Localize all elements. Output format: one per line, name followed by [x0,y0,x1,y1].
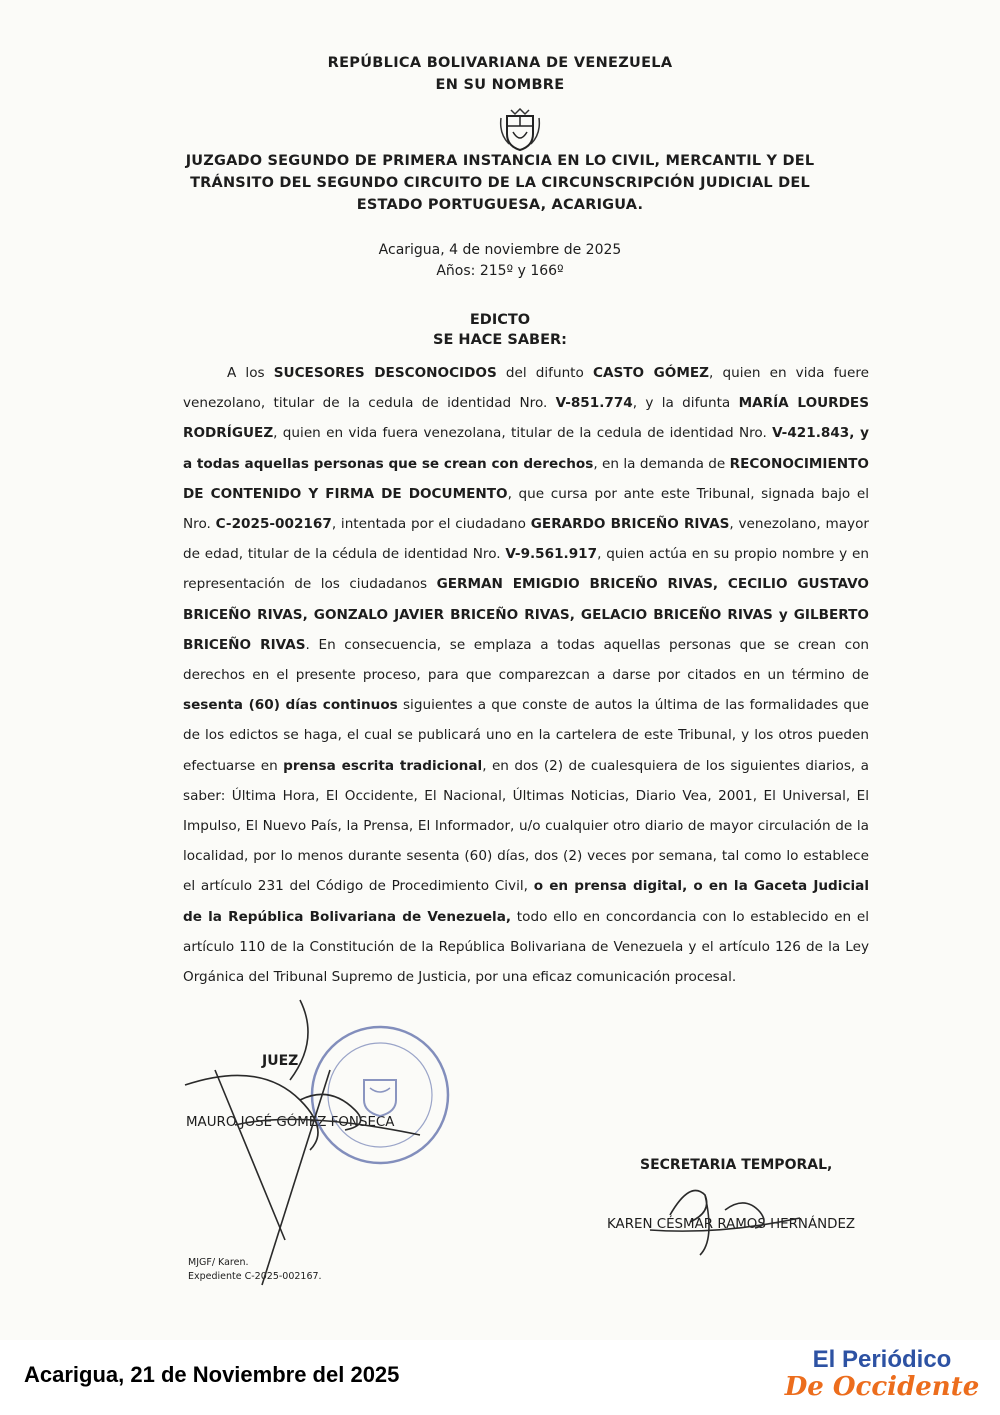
bold-run: V-9.561.917 [505,546,598,563]
edict-body [183,358,869,992]
bold-run: V-851.774 [555,395,633,412]
newspaper-logo-line2: De Occidente [784,1372,980,1402]
text-run: , en dos (2) de cualesquiera de los siguientes diarios, a saber: Última Hora, El Occidente, El Nacional, Últimas Noticias, Diario Vea, 2001, El Universal, El Impulso, El Nuevo País, la Prensa, El Informador, u/o cualquier otro diario de mayor circulación de la localidad, por lo menos durante sesenta (60) días, dos (2) veces por semana, tal como lo establece el artículo 231 del Código de Procedimiento Civil, [183,757,870,895]
bold-run: CASTO GÓMEZ [592,365,710,381]
footnote [188,1256,322,1284]
court-line-2: TRÁNSITO DEL SEGUNDO CIRCUITO DE LA CIRCUNSCRIPCIÓN JUDICIAL DEL [190,175,810,191]
judge-name: MAURO JOSÉ GÓMEZ FONSECA [186,1115,395,1130]
text-run: , quien actúa en su propio nombre y en representación de los ciudadanos [183,546,869,593]
edicto-heading [0,310,1000,350]
se-hace-saber: SE HACE SABER: [433,332,567,348]
court-line-1: JUZGADO SEGUNDO DE PRIMERA INSTANCIA EN LO CIVIL, MERCANTIL Y DEL [185,153,815,169]
bold-run: V-421.843, y a todas aquellas personas que se crean con derechos [183,425,869,472]
edict-paragraph [183,358,869,992]
bold-run: sesenta (60) días continuos [183,697,398,714]
text-run: , que cursa por ante este Tribunal, signada bajo el Nro. [183,485,870,533]
text-run: del difunto [496,365,593,381]
text-run: , en la demanda de [593,455,730,472]
bold-run: SUCESORES DESCONOCIDOS [273,365,497,381]
en-su-nombre: EN SU NOMBRE [435,77,565,93]
text-run: A los [227,365,274,381]
text-run: todo ello en concordancia con lo establecido en el artículo 110 de la Constitución de la República Bolivariana de Venezuela y el artículo 126 de la Ley Orgánica del Tribunal Supremo de Justicia, por una eficaz comunicación procesal. [183,908,869,986]
bold-run: o en prensa digital, o en la Gaceta Judicial de la República Bolivariana de Venezuela, [183,878,869,925]
date-block [0,240,1000,282]
court-heading [0,150,1000,216]
text-run: . En consecuencia, se emplaza a todas aquellas personas que se crean con derechos en el presente proceso, para que comparezcan a darse por citados en un término de [183,636,869,684]
newspaper-logo-line1: El Periódico [812,1346,952,1373]
bold-run: prensa escrita tradicional [283,757,483,774]
secretary-name: KAREN CÉSMAR RAMOS HERNÁNDEZ [607,1217,856,1232]
text-run: siguientes a que conste de autos la última de las formalidades que de los edictos se haga, el cual se publicará uno en la cartelera de este Tribunal, y los otros pueden efectuarse en [183,697,869,774]
text-run: , y la difunta [632,395,739,412]
text-run: , quien en vida fuera venezolana, titular de la cedula de identidad Nro. [273,425,773,442]
document-header [0,52,1000,96]
secretary-title: SECRETARIA TEMPORAL, [640,1157,833,1173]
bold-run: GERARDO BRICEÑO RIVAS [530,516,730,533]
bold-run: MARÍA LOURDES RODRÍGUEZ [183,395,869,442]
publication-date: Acarigua, 21 de Noviembre del 2025 [24,1362,400,1387]
text-run: , intentada por el ciudadano [331,516,531,533]
court-line-3: ESTADO PORTUGUESA, ACARIGUA. [356,197,644,213]
judge-signature-icon [185,1000,420,1285]
court-seal-icon [312,1027,448,1163]
text-run: , quien en vida fuere venezolano, titular de la cedula de identidad Nro. [183,365,870,412]
edicto-title: EDICTO [469,312,531,328]
bold-run: C-2025-002167 [215,516,332,533]
years-line: Años: 215º y 166º [436,263,564,279]
place-date: Acarigua, 4 de noviembre de 2025 [378,242,622,258]
bold-run: GERMAN EMIGDIO BRICEÑO RIVAS, CECILIO GUSTAVO BRICEÑO RIVAS, GONZALO JAVIER BRICEÑO RIVAS, GELACIO BRICEÑO RIVAS y GILBERTO BRICEÑO RIVAS [183,576,869,653]
coat-of-arms-icon [497,108,543,152]
text-run: , venezolano, mayor de edad, titular de la cédula de identidad Nro. [183,516,869,563]
footnote-initials: MJGF/ Karen. [188,1257,249,1268]
republic-heading: REPÚBLICA BOLIVARIANA DE VENEZUELA [327,55,673,71]
footnote-expediente: Expediente C-2025-002167. [188,1271,322,1282]
bold-run: RECONOCIMIENTO DE CONTENIDO Y FIRMA DE DOCUMENTO [183,455,869,502]
judge-title: JUEZ [262,1053,299,1069]
